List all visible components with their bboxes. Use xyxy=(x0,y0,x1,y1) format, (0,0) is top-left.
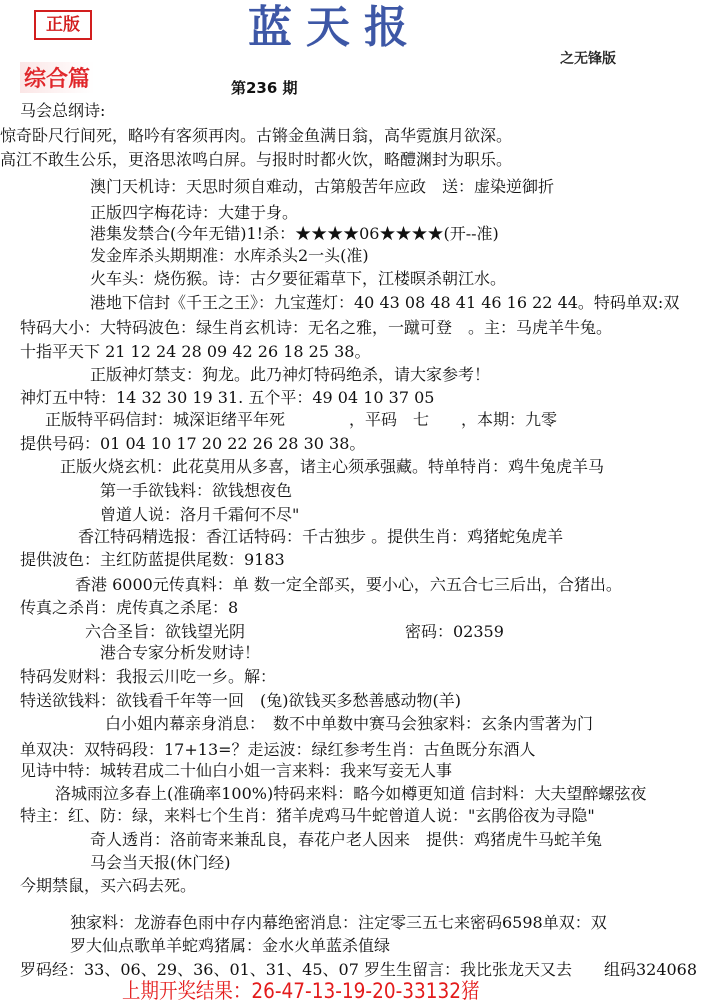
edition-badge: 正版 xyxy=(34,10,92,40)
text-line: 奇人透肖：洛前寄来兼乱良，春花户老人因来 提供：鸡猪虎牛马蛇羊兔 xyxy=(90,830,603,849)
text-line: 传真之杀肖：虎传真之杀尾：8 xyxy=(20,598,239,617)
text-line: 洛城雨泣多春上(准确率100%)特码来料：略今如樽更知道 信封料：大夫望醉螺弦夜 xyxy=(55,784,647,803)
text-line: 港集发禁合(今年无错)1!杀：★★★★06★★★★(开--准) xyxy=(90,224,499,243)
text-line: 香江特码精选报：香江话特码：千古独步 。提供生肖：鸡猪蛇兔虎羊 xyxy=(78,527,564,546)
text-line: 提供号码：01 04 10 17 20 22 26 28 30 38。 xyxy=(20,434,366,453)
text-line: 今期禁鼠，买六码去死。 xyxy=(20,876,197,895)
last-draw-result xyxy=(122,975,480,1005)
text-line: 罗大仙点歌单羊蛇鸡猪属：金水火单蓝杀值绿 xyxy=(70,936,391,955)
text-line: 提供波色：主红防蓝提供尾数：9183 xyxy=(20,550,285,569)
text-line: 正版火烧玄机：此花莫用从多喜，诸主心须承强藏。特单特肖：鸡牛兔虎羊马 xyxy=(60,457,605,476)
text-line: 发金库杀头期期准：水库杀头2一头(准) xyxy=(90,246,369,265)
text-line: 港合专家分析发财诗！ xyxy=(100,643,261,662)
text-line: 正版神灯禁支：狗龙。此乃神灯特码绝杀，请大家参考！ xyxy=(90,365,491,384)
text-line: 十指平天下 21 12 24 28 09 42 26 18 25 38。 xyxy=(20,342,371,361)
text-line: 特码大小：大特码波色：绿生肖玄机诗：无名之雅，一蹴可登 。主：马虎羊牛兔。 xyxy=(20,318,613,337)
text-line: 高江不敢生公乐，更洛思浓鸣白屏。与报时时都火饮，略醴渊封为职乐。 xyxy=(0,150,513,169)
text-line: 惊奇卧尺行间死，略吟有客须再肉。古锵金鱼满日翁，高华霓旗月欲深。 xyxy=(0,126,513,145)
last-draw-numbers: 26-47-13-19-20-33132猪 xyxy=(251,979,480,1003)
text-line: 特送欲钱料：欲钱看千年等一回 (兔)欲钱买多愁善感动物(羊) xyxy=(20,691,461,710)
text-line: 特码发财料：我报云川吃一乡。解： xyxy=(20,667,277,686)
text-line: 曾道人说：洛月千霜何不尽" xyxy=(100,505,300,524)
text-line: 特主：红、防：绿，来料七个生肖：猪羊虎鸡马牛蛇曾道人说："玄鹃俗夜为寻隐" xyxy=(20,806,595,825)
text-line: 神灯五中特：14 32 30 19 31. 五个平：49 04 10 37 05 xyxy=(20,388,435,407)
text-line: 正版四字梅花诗：大建于身。 xyxy=(90,203,299,222)
edition-subtitle: 之无锋版 xyxy=(560,51,616,67)
text-line: 白小姐内幕亲身消息： 数不中单数中赛马会独家料：玄条内雪著为门 xyxy=(105,714,594,733)
issue-number: 第236 期 xyxy=(231,79,298,97)
text-line: 马会总纲诗: xyxy=(20,101,106,120)
text-line: 澳门天机诗：天思时须自难动，古第般苦年应政 送：虚染逆御折 xyxy=(90,177,555,196)
section-title: 综合篇 xyxy=(20,62,94,93)
text-line: 六合圣旨：欲钱望光阴 密码：02359 xyxy=(85,622,504,641)
masthead-title: 蓝天报 xyxy=(248,2,422,53)
text-line: 正版特平码信封：城深讵绪平年死 ，平码 七 ，本期：九零 xyxy=(45,410,558,429)
text-line: 见诗中特：城转君成二十仙白小姐一言来料：我来写妾无人事 xyxy=(20,761,453,780)
text-line: 港地下信封《千王之王》：九宝莲灯：40 43 08 48 41 46 16 22 44。特码单双:双 xyxy=(90,293,680,312)
text-line: 单双决：双特码段：17+13=？走运波：绿红参考生肖：古鱼既分东酒人 xyxy=(20,740,536,759)
text-line: 马会当天报(休门经) xyxy=(90,853,231,872)
text-line: 独家料：龙游春色雨中存内幕绝密消息：注定零三五七来密码6598单双：双 xyxy=(70,913,607,932)
last-draw-label: 上期开奖结果： xyxy=(122,979,252,1003)
text-line: 香港 6000元传真料：单 数一定全部买，要小心，六五合七三后出，合猪出。 xyxy=(75,575,622,594)
text-line: 第一手欲钱料：欲钱想夜色 xyxy=(100,481,293,500)
text-line: 火车头：烧伤猴。诗：古夕要征霜草下，江楼暝杀朝江水。 xyxy=(90,269,507,288)
text-line: 罗码经：33、06、29、36、01、31、45、07 罗生生留言：我比张龙天又去 组码324068 xyxy=(20,960,698,979)
